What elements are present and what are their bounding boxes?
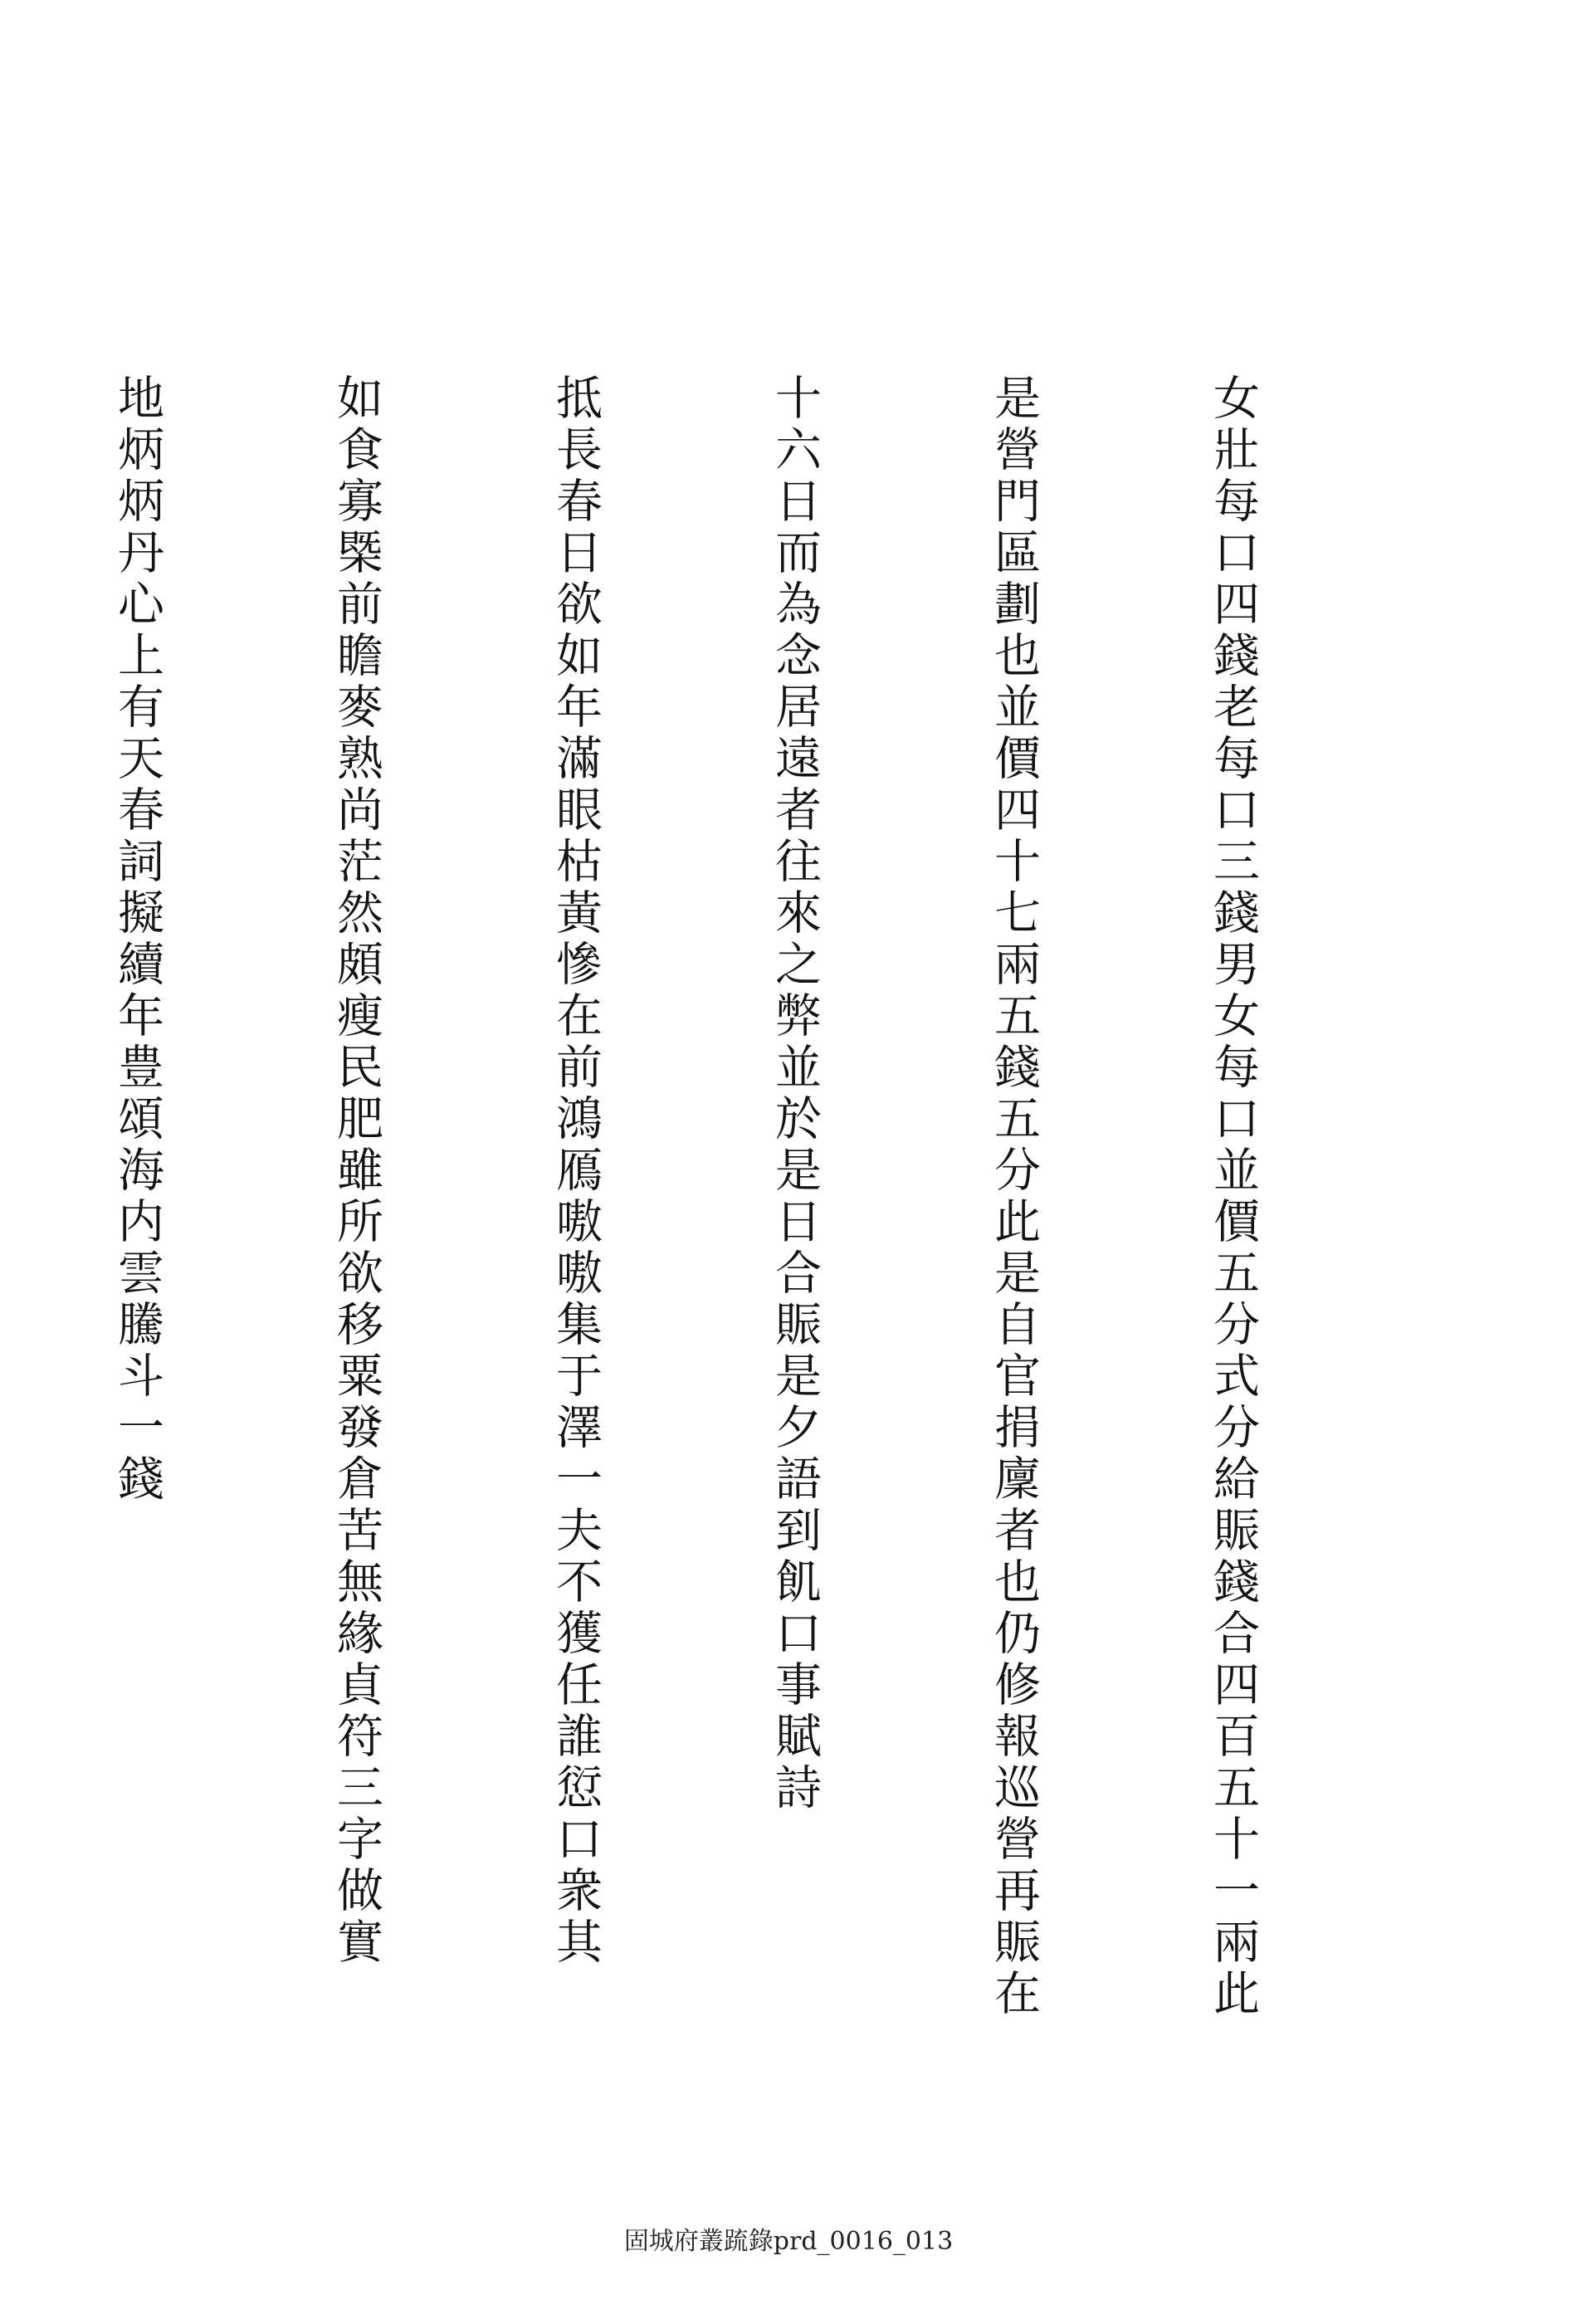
page-footer-label: 固城府叢䟽錄prd_0016_013 — [623, 2227, 954, 2256]
text-column-4: 抵長春日欲如年滿眼枯黃慘在前鴻鴈嗷嗷集于澤一夫不獲任誰愆口衆其 — [549, 374, 603, 1969]
text-column-3: 十六日而為念居遠者往來之弊並於是日合賑是夕語到飢口事賦詩 — [768, 374, 822, 1814]
text-column-1: 女壯每口四錢老每口三錢男女每口並價五分式分給賑錢合四百五十一兩此 — [1206, 374, 1260, 2020]
text-column-2: 是營門區劃也並價四十七兩五錢五分此是自官捐廩者也仍修報巡營再賑在 — [987, 374, 1041, 2020]
text-column-6: 地炳炳丹心上有天春詞擬續年豊頌海内雲騰斗一錢 — [110, 374, 164, 1506]
vertical-text-block — [0, 374, 1415, 2075]
text-column-5: 如食寡㮣前瞻麥熟尚茫然頗瘦民肥雖所欲移粟發倉苦無緣貞符三字做實 — [330, 374, 383, 1969]
